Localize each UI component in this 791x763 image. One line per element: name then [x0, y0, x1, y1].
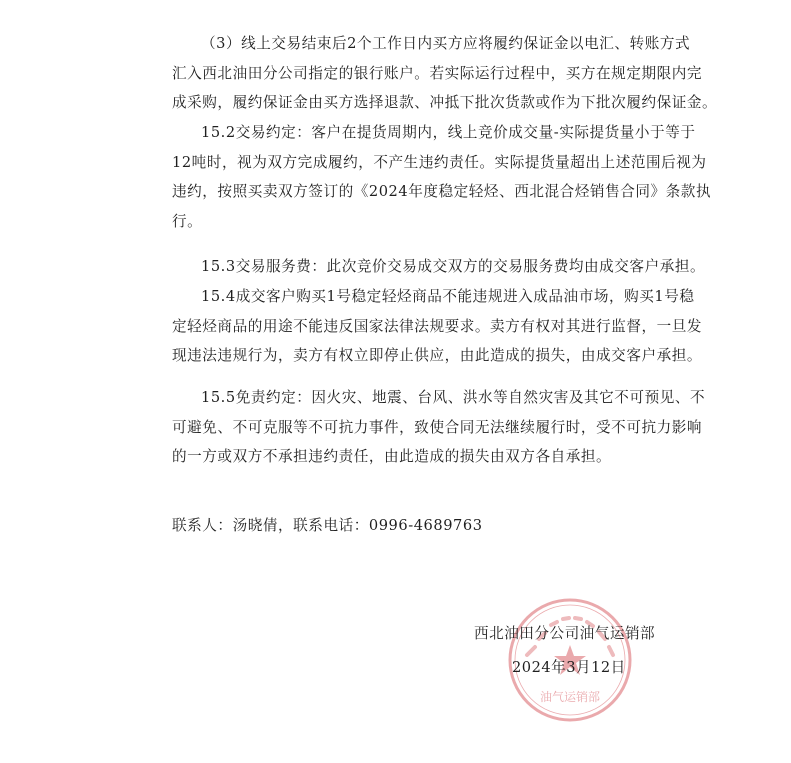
paragraph-line: 行。 — [172, 212, 203, 230]
paragraph-line: 现违法违规行为，卖方有权立即停止供应，由此造成的损失，由成交客户承担。 — [172, 347, 703, 364]
paragraph-line: 可避免、不可克服等不可抗力事件，致使合同无法继续履行时，受不可抗力影响 — [172, 418, 703, 436]
paragraph-service-fee — [172, 252, 706, 282]
paragraph-line: 15.2交易约定：客户在提货周期内，线上竞价成交量-实际提货量小于等于 — [201, 124, 696, 141]
paragraph-disclaimer — [172, 383, 706, 472]
paragraph-line: 15.5免责约定：因火灾、地震、台风、洪水等自然灾害及其它不可预见、不 — [201, 389, 706, 406]
paragraph-line: 成采购，履约保证金由买方选择退款、冲抵下批次货款或作为下批次履约保证金。 — [172, 94, 718, 111]
seal-text: 油气运销部 — [539, 690, 601, 704]
paragraph-line: 12吨时，视为双方完成履约，不产生违约责任。实际提货量超出上述范围后视为 — [172, 153, 707, 171]
paragraph-deposit — [172, 29, 718, 118]
paragraph-line: 的一方或双方不承担违约责任，由此造成的损失由双方各自承担。 — [172, 448, 612, 465]
paragraph-line: 15.3交易服务费：此次竞价交易成交双方的交易服务费均由成交客户承担。 — [201, 258, 706, 275]
signature-date: 2024年3月12日 — [512, 659, 626, 676]
paragraph-trade-agreement — [172, 118, 712, 236]
paragraph-line: 违约，按照买卖双方签订的《2024年度稳定轻烃、西北混合烃销售合同》条款执 — [172, 183, 712, 200]
paragraph-usage-restriction — [172, 282, 703, 371]
contact-info: 联系人：汤晓倩，联系电话：0996-4689763 — [172, 517, 483, 534]
paragraph-line: （3）线上交易结束后2个工作日内买方应将履约保证金以电汇、转账方式 — [201, 35, 691, 52]
paragraph-line: 定轻烃商品的用途不能违反国家法律法规要求。卖方有权对其进行监督，一旦发 — [172, 317, 703, 335]
paragraph-line: 汇入西北油田分公司指定的银行账户。若实际运行过程中，买方在规定期限内完 — [172, 64, 703, 82]
signature-organization: 西北油田分公司油气运销部 — [474, 625, 656, 642]
paragraph-line: 15.4成交客户购买1号稳定轻烃商品不能违规进入成品油市场，购买1号稳 — [201, 288, 695, 305]
